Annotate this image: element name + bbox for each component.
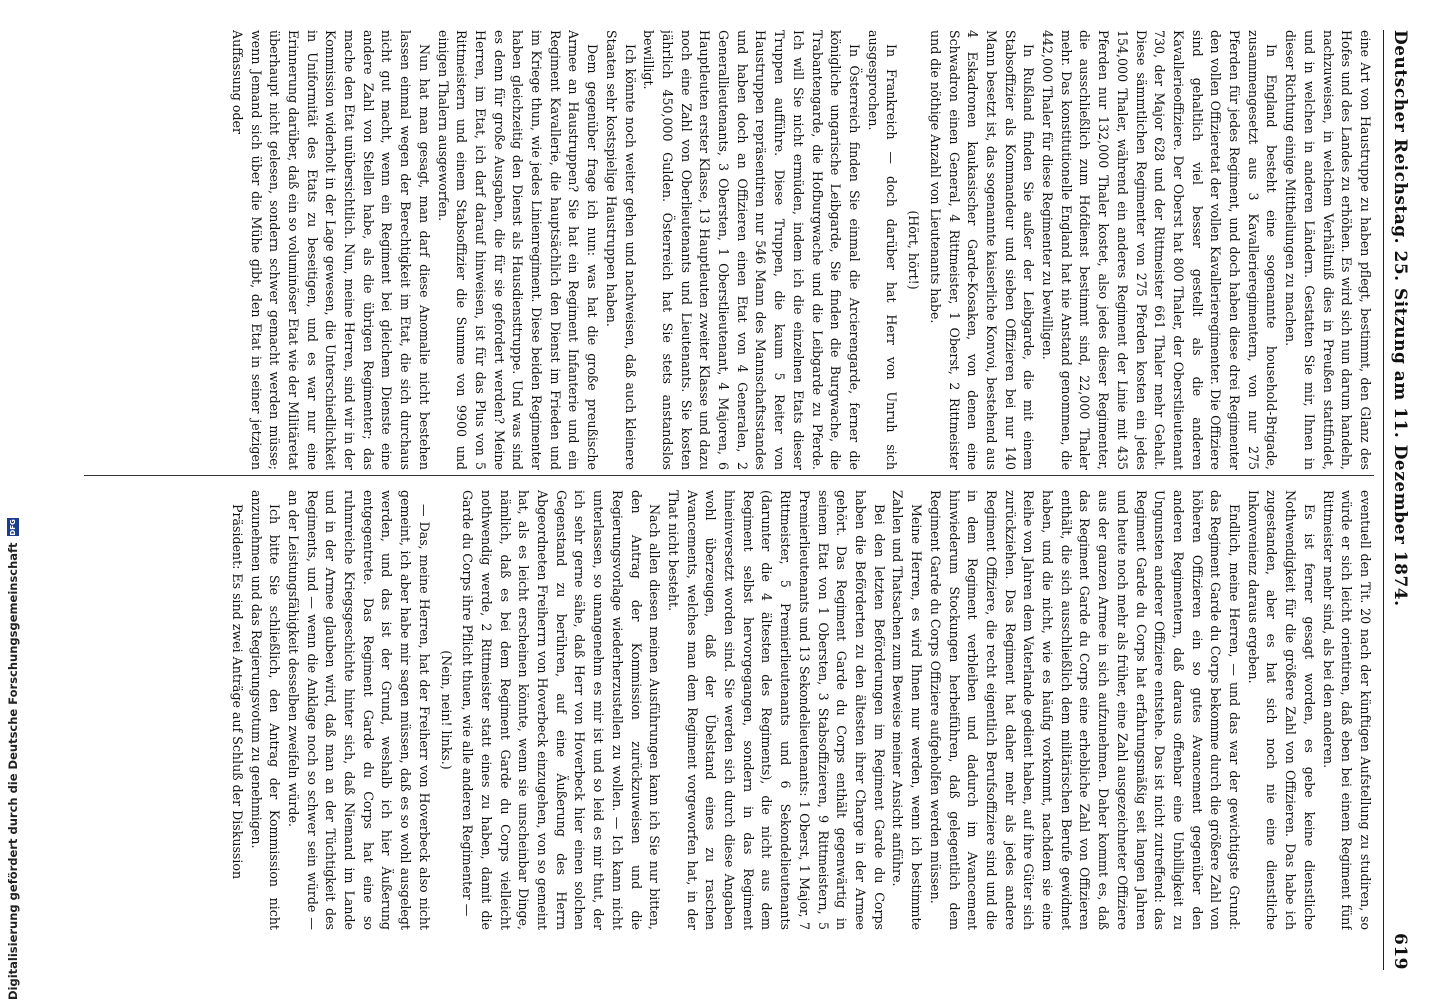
paragraph: Nun hat man gesagt, man darf diese Anomalie nicht bestehen lassen einmal wegen der Berechtigkeit im Etat, die sich durchaus nicht gut macht, wenn ein Regiment bei gleichem Dienste eine andere Zahl von Stellen habe, als die übrigen Regimenter; das mache den Etat unübersichtlich. Nun, meine Herren, sind wir in der Kommission widerholt in der Lage gewesen, die Unterschiedlichkeit in Uniformität des Etats zu beseitigen, und es war nur eine Erinnerung darüber, daß ein so voluminöser Etat wie der Militäretat überhaupt nicht gelesen, sondern schwer gemacht werden müsse; wenn Jemand sich über die Mühe gibt, den Etat in seiner jetzigen Auffassung oder <box>229 30 432 470</box>
paragraph: Ich bitte Sie schließlich, den Antrag der Kommission nicht anzunehmen und das Regierungsvotum zu genehmigen. <box>248 490 283 930</box>
paragraph: Bei den letzten Beförderungen im Regiment Garde du Corps haben die Beförderten zu den ältesten ihrer Charge in der Armee gehört. Das Regiment Garde du Corps enthält gegenwärtig in seinem Etat von 1 Obersten, 3 Stabsoffizieren, 9 Rittmeistern, 5 Premierlieutenants und 13 Sekondelieutenants: 1 Oberst, 1 Major, 7 Rittmeister, 5 Premierlieutenants und 6 Sekondelieutenants (darunter die 4 ältesten des Regiments), die nicht aus dem Regiment selbst hervorgegangen, sondern in das Regiment hineinversetzt worden sind. Sie werden sich durch diese Angaben wohl überzeugen, daß der Übelstand eines zu raschen Avancements, welches man dem Regiment vorgeworfen hat, in der That nicht besteht. <box>665 490 887 930</box>
header-rule <box>1383 30 1384 970</box>
dfg-logo-icon: DFG <box>9 519 17 536</box>
paragraph-president: Präsident: Es sind zwei Anträge auf Schluß der Diskussion <box>229 504 245 880</box>
interjection: (Hört, hört!) <box>906 210 922 290</box>
page-number: 619 <box>1390 933 1410 970</box>
paragraph: Es ist ferner gesagt worden, es gebe keine dienstliche Nothwendigkeit für die größere Zahl von Offizieren. Das habe ich zugestanden, aber es hat sich noch nie eine dienstliche Inkonvenienz daraus ergeben. <box>1245 490 1317 930</box>
paragraph: Ich könnte noch weiter gehen und nachweisen, daß auch kleinere Staaten sehr kostspielige Haustruppen haben. <box>603 30 638 470</box>
paragraph: Meine Herren, es wird Ihnen nur werden, wenn ich bestimmte Zahlen und Thatsachen zum Beweise meiner Ansicht anführe. <box>890 490 925 930</box>
paragraph: eventuell den Tit. 20 nach der künftigen Aufstellung zu studiren, so würde er sich leicht orientiren, daß eben bei einem Regiment fünf Rittmeister mehr sind, als bei den anderen. <box>1320 490 1373 930</box>
column-divider <box>84 475 1374 476</box>
page-header <box>1380 30 1410 970</box>
paragraph: In Österreich finden Sie einmal die Arcierengarde, ferner die königliche ungarische Leibgarde, Sie finden die Burgwache, die Trabantengarde, die Hofburgwache und die Leibgarde zu Pferde. Ich will Sie nicht ermüden, indem ich die einzelnen Etats dieser Truppen aufführe. Diese Truppen, die kaum 5 Reiter von Haustruppen repräsentiren nur 546 Mann des Mannschaftsstandes und haben doch an Offizieren einen Etat von 4 Generalen, 2 Generallieutenants, 3 Obersten, 1 Oberstlieutenant, 4 Majoren, 6 Hauptleuten erster Klasse, 13 Hauptleuten zweiter Klasse und dazu noch eine Zahl von Oberlieutenants und Lieutenants. Sie kosten jährlich 450,000 Gulden. Österreich hat Sie stets anstandslos bewilligt. <box>641 30 863 470</box>
paragraph: In England besteht eine sogenannte household-Brigade, zusammengesetzt aus 3 Kavallerieregimentern, von nur 275 Pferden für jedes Regiment, und doch haben diese drei Regimenter den vollen Offizieretat der vollen Kavallerieregimenter. Die Offiziere sind gehaltlich viel besser gestellt als die anderen Kavallerieoffiziere. Der Oberst hat 800 Thaler, der Oberstlieutenant 730, der Major 628 und der Rittmeister 661 Thaler mehr Gehalt. Diese sämmtlichen Regimenter von 275 Pferden kosten ein jedes 154,000 Thaler, während ein anderes Regiment der Linie mit 435 Pferden nur 132,000 Thaler kostet, also jedes dieser Regimenter, die ausschließlich zum Hofdienst bestimmt sind, 22,000 Thaler mehr. Das konstitutionelle England hat nie Anstand genommen, die 442,000 Thaler für diese Regimenter zu bewilligen. <box>1040 30 1280 470</box>
paragraph: Nach allen diesen meinen Ausführungen kann ich Sie nur bitten, den Antrag der Kommission zurückzuweisen und die Regierungsvorlage wiederherzustellen zu wollen. — Ich kann nicht unterlassen, so unangenehm es mir ist und so leid es mir thut, der ich sehr gerne sähe, daß Herr von Hoverbeck hier einen solchen Gegenstand zu berühren, auf eine Äußerung des Herrn Abgeordneten Freiherrn von Hoverbeck einzugehen, von so gemeint hat, als es leicht erscheinen könnte, wenn sie unscheinbar Dinge, nämlich, daß es bei dem Regiment Garde du Corps vielleicht nothwendig werde, 2 Rittmeister statt eines zu haben, damit die Garde du Corps ihre Pflicht thuen, wie alle anderen Regimenter — <box>460 490 663 930</box>
interjection: (Nein, nein! links.) <box>438 650 454 770</box>
page-title: Deutscher Reichstag. 25. Sitzung am 11. Dezember 1874. <box>1390 30 1410 607</box>
paragraph: In Frankreich — doch darüber hat Herr von Unruh sich ausgesprochen. <box>865 30 900 470</box>
left-column <box>74 30 1374 470</box>
paragraph: — Das, meine Herren, hat der Freiherr von Hoverbeck also nicht gemeint, ich aber habe mir sagen müssen, daß es so wohl ausgelegt werden, und das ist der Grund, weshalb ich hier Äußerung entgegentrete. Das Regiment Garde du Corps hat eine so ruhmreiche Kriegsgeschichte hinter sich, daß Niemand im Lande und in der Armee glauben wird, daß man an der Tüchtigkeit des Regiments, und — wenn die Anklage noch so schwer sein würde — an der Leistungsfähigkeit desselben zweifeln würde. <box>285 490 432 930</box>
right-column <box>74 490 1374 930</box>
paragraph: Endlich, meine Herren, — und das war der gewichtigste Grund: das Regiment Garde du Corps bekomme durch die größere Zahl von höheren Offizieren ein so gutes Avancement gegenüber den anderen Regimentern, daß daraus offenbar eine Unbilligkeit zu Ungunsten anderer Offiziere entstehe. Das ist nicht zutreffend: das Regiment Garde du Corps hat erfahrungsmäßig seit langen Jahren und heute noch mehr als früher, eine Zahl ausgezeichneter Offiziere aus der ganzen Armee in sich aufzunehmen. Daher kommt es, daß das Regiment Garde du Corps eine erhebliche Zahl von Offizieren enthält, die sich ausschließlich dem militärischen Berufe gewidmet haben, und die nicht, wie es häufig vorkommt, nachdem sie eine Reihe von Jahren dem Vaterlande gedient haben, auf ihre Güter sich zurückziehen. Das Regiment hat daher mehr als jedes andere Regiment Offiziere, die recht eigentlich Berufsoffiziere sind und die in dem Regiment verbleiben und dadurch im Avancement hinwiederum Stockungen herbeiführen, daß gelegentlich dem Regiment Garde du Corps Offiziere aufgeholfen werden müssen. <box>927 490 1243 930</box>
paragraph: eine Art von Haustruppe zu haben pflegt, bestimmt, den Glanz des Hofes und des Landes zu erhöhen. Es wird sich nun darum handeln, nachzuweisen, in welchem Verhältniß dies in Preußen stattfindet, und in welchen in anderen Ländern. Gestatten Sie mir, Ihnen in dieser Richtung einige Mittheilungen zu machen. <box>1283 30 1373 470</box>
footer-credit-text: Digitalisierung gefördert durch die Deutsche Forschungsgemeinschaft <box>6 542 20 1000</box>
paragraph: Dem gegenüber frage ich nun: was hat die große preußische Armee an Haustruppen? Sie hat ein Regiment Infanterie und ein Regiment Kavallerie, die hauptsächlich den Dienst im Frieden und im Kriege thun, wie jedes Linienregiment. Diese beiden Regimenter haben gleichzeitig den Dienst als Hausdiensttruppe. Und was sind es denn für große Ausgaben, die für sie gefordert werden? Meine Herren, im Etat, ich darf darauf hinweisen, ist für das Plus von 5 Rittmeistern und einem Stabsoffizier die Summe von 9900 und einigen Thalern ausgeworfen. <box>435 30 601 470</box>
paragraph: In Rußland finden Sie außer der Leibgarde, die mit einem Stabsoffizier als Kommandeur und sieben Offizieren bei nur 140 Mann besetzt ist, das sogenannte kaiserliche Konvoi, bestehend aus 4 Eskadronen kaukasischer Garde-Kosaken, von denen eine Schwadron einen General, 4 Rittmeister, 1 Oberst, 2 Rittmeister und die nöthige Anzahl von Lieutenants habe. <box>927 30 1037 470</box>
